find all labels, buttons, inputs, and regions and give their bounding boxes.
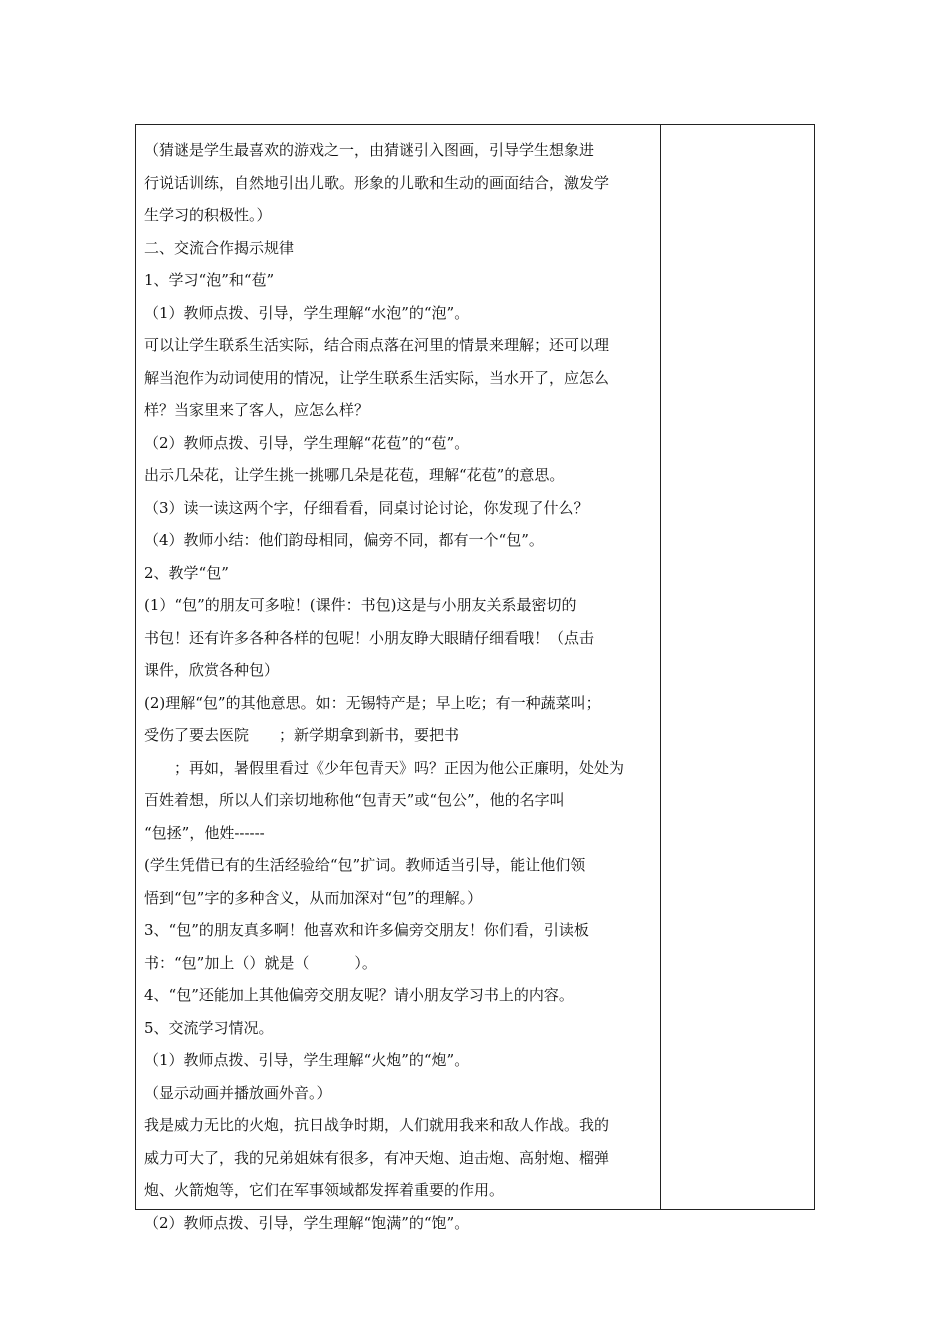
text-line: “包拯”，他姓------ xyxy=(144,823,265,842)
text-line: （显示动画并播放画外音。） xyxy=(144,1083,332,1102)
text-line: 3、“包”的朋友真多啊！他喜欢和许多偏旁交朋友！你们看，引读板 xyxy=(144,921,589,939)
text-line: 行说话训练，自然地引出儿歌。形象的儿歌和生动的画面结合，激发学 xyxy=(144,173,610,192)
text-line: 可以让学生联系生活实际，结合雨点落在河里的情景来理解；还可以理 xyxy=(144,336,610,354)
text-line: ；再如，暑假里看过《少年包青天》吗？正因为他公正廉明，处处为 xyxy=(144,758,625,777)
text-line: (1）“包”的朋友可多啦！(课件：书包)这是与小朋友关系最密切的 xyxy=(144,596,577,614)
text-line: （4）教师小结：他们韵母相同，偏旁不同，都有一个“包”。 xyxy=(144,531,544,549)
text-line: 炮、火箭炮等，它们在军事领域都发挥着重要的作用。 xyxy=(144,1181,505,1199)
text-line: 悟到“包”字的多种含义，从而加深对“包”的理解。） xyxy=(144,888,483,907)
text-line: （1）教师点拨、引导，学生理解“水泡”的“泡”。 xyxy=(144,303,470,322)
text-line: 书：“包”加上（）就是（ ）。 xyxy=(144,953,377,972)
text-line: （1）教师点拨、引导，学生理解“火炮”的“炮”。 xyxy=(144,1051,470,1069)
subsection-heading: 1、学习“泡”和“苞” xyxy=(144,271,275,289)
text-line: 解当泡作为动词使用的情况，让学生联系生活实际，当水开了，应怎么 xyxy=(144,368,610,387)
text-line: 课件，欣赏各种包） xyxy=(144,661,280,679)
text-line: （猜谜是学生最喜欢的游戏之一，由猜谜引入图画，引导学生想象进 xyxy=(144,141,595,159)
text-line: 威力可大了，我的兄弟姐妹有很多，有冲天炮、迫击炮、高射炮、榴弹 xyxy=(144,1148,610,1167)
text-line: 4、“包”还能加上其他偏旁交朋友呢？请小朋友学习书上的内容。 xyxy=(144,986,574,1004)
text-line: 书包！还有许多各种各样的包呢！小朋友睁大眼睛仔细看哦！（点击 xyxy=(144,628,595,647)
section-heading: 二、交流合作揭示规律 xyxy=(144,238,295,257)
lesson-content-cell xyxy=(136,125,661,1232)
text-line: （3）读一读这两个字，仔细看看，同桌讨论讨论，你发现了什么？ xyxy=(144,498,589,517)
text-line: (学生凭借已有的生活经验给“包”扩词。教师适当引导，能让他们领 xyxy=(144,856,586,874)
text-line: 我是威力无比的火炮，抗日战争时期，人们就用我来和敌人作战。我的 xyxy=(144,1116,610,1134)
text-line: （2）教师点拨、引导，学生理解“花苞”的“苞”。 xyxy=(144,433,470,452)
text-line: 百姓着想，所以人们亲切地称他“包青天”或“包公”，他的名字叫 xyxy=(144,791,565,809)
text-line: 受伤了要去医院 ；新学期拿到新书，要把书 xyxy=(144,726,460,744)
text-line: 出示几朵花，让学生挑一挑哪几朵是花苞，理解“花苞”的意思。 xyxy=(144,466,565,484)
text-line: （2）教师点拨、引导，学生理解“饱满”的“饱”。 xyxy=(144,1213,470,1232)
lesson-table xyxy=(135,124,815,1232)
subsection-heading: 2、教学“包” xyxy=(144,563,229,582)
notes-cell xyxy=(661,125,814,1209)
text-line: (2)理解“包”的其他意思。如：无锡特产是；早上吃；有一种蔬菜叫； xyxy=(144,693,601,712)
text-line: 5、交流学习情况。 xyxy=(144,1018,274,1037)
text-line: 样？当家里来了客人，应怎么样？ xyxy=(144,401,370,419)
text-line: 生学习的积极性。） xyxy=(144,206,272,224)
